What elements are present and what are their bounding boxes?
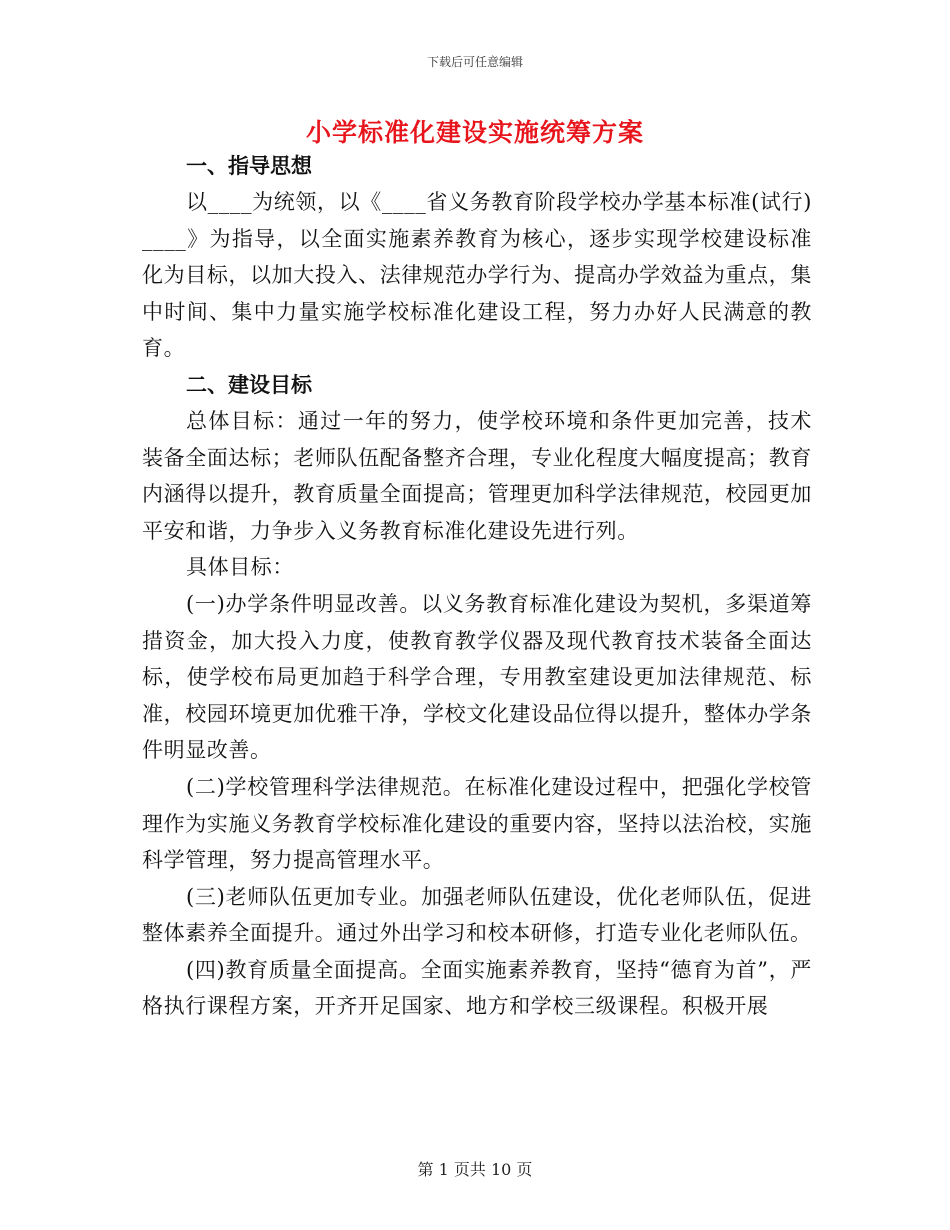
paragraph-goal-item-3: (三)老师队伍更加专业。加强老师队伍建设，优化老师队伍，促进整体素养全面提升。通过外出学习和校本研修，打造专业化老师队伍。 xyxy=(142,884,812,946)
section-heading-guiding-ideology: 一、指导思想 xyxy=(186,153,312,178)
page-header-note: 下载后可任意编辑 xyxy=(426,55,523,69)
paragraph-guiding-ideology: 以____为统领，以《____省义务教育阶段学校办学基本标准(试行)____》为指导，以全面实施素养教育为核心，逐步实现学校建设标准化为目标，以加大投入、法律规范办学行为、提高办学效益为重点，集中时间、集中力量实施学校标准化建设工程，努力办好人民满意的教育。 xyxy=(142,190,812,361)
paragraph-goal-item-4: (四)教育质量全面提高。全面实施素养教育，坚持“德育为首”，严格执行课程方案，开齐开足国家、地方和学校三级课程。积极开展 xyxy=(142,957,812,1019)
paragraph-specific-goals-label: 具体目标： xyxy=(186,555,294,580)
document-title: 小学标准化建设实施统筹方案 xyxy=(305,118,644,147)
section-heading-construction-goals: 二、建设目标 xyxy=(186,371,312,397)
document-body xyxy=(142,148,812,1025)
paragraph-goal-item-1: (一)办学条件明显改善。以义务教育标准化建设为契机，多渠道筹措资金，加大投入力度，使教育教学仪器及现代教育技术装备全面达标，使学校布局更加趋于科学合理，专用教室建设更加法律规范、标准，校园环境更加优雅干净，学校文化建设品位得以提升，整体办学条件明显改善。 xyxy=(142,591,812,763)
page-number-footer: 第 1 页共 10 页 xyxy=(417,1160,533,1179)
paragraph-goal-item-2: (二)学校管理科学法律规范。在标准化建设过程中，把强化学校管理作为实施义务教育学校标准化建设的重要内容，坚持以法治校，实施科学管理，努力提高管理水平。 xyxy=(142,774,812,873)
paragraph-overall-goal: 总体目标：通过一年的努力，使学校环境和条件更加完善，技术装备全面达标；老师队伍配备整齐合理，专业化程度大幅度提高；教育内涵得以提升，教育质量全面提高；管理更加科学法律规范，校园更加平安和谐，力争步入义务教育标准化建设先进行列。 xyxy=(142,408,812,543)
